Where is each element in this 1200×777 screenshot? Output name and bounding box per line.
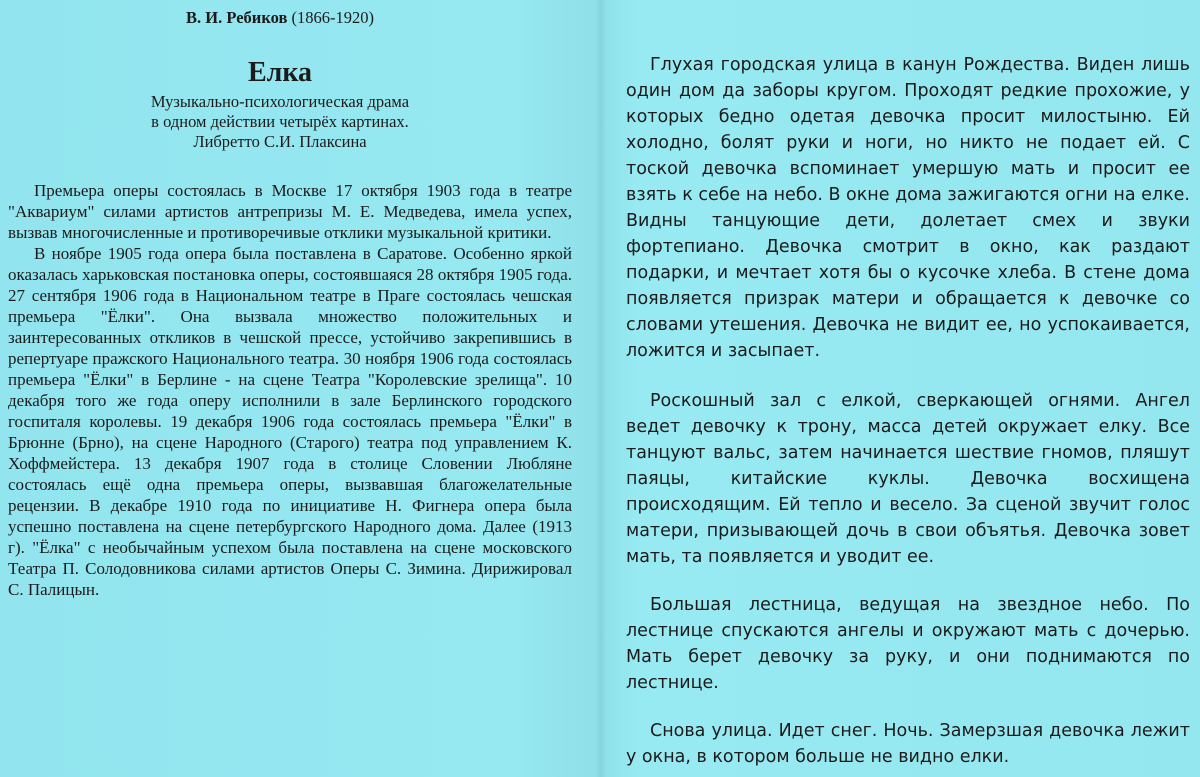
synopsis-scene-1	[626, 52, 1190, 364]
subtitle-line-genre: Музыкально-психологическая драма	[150, 92, 410, 111]
history-paragraph-2: В ноябре 1905 года опера была поставлена в Саратове. Особенно яркой оказалась харьковская постановка оперы, состоявшаяся 28 октября 1905 года. 27 сентября 1906 года в Национальном театре в Праге состоялась чешская премьера "Ёлки". Она вызвала множество положительных и заинтересованных откликов в чешской прессе, устойчиво закрепившись в репертуаре пражского Национального театра. 30 ноября 1906 года состоялась премьера "Ёлки" в Берлине - на сцене Театра "Королевские зрелища". 10 декабря того же года оперу исполнили в зале Берлинского городского госпиталя королевы. 19 декабря 1906 года состоялась премьера "Ёлки" в Брюнне (Брно), на сцене Народного (Старого) театра под управлением К. Хоффмейстера. 13 декабря 1907 года в столице Словении Любляне состоялась ещё одна премьера оперы, вызвавшая благожелательные рецензии. В декабре 1910 года по инициативе Н. Фигнера опера была успешно поставлена на сцене петербургского Народного дома. Далее (1913 г). "Ёлка" с необычайным успехом была поставлена на сцене московского Театра П. Солодовникова силами артистов Оперы С. Зимина. Дирижировал С. Палицын.	[8, 244, 572, 599]
scene-3-text: Большая лестница, ведущая на звездное небо. По лестнице спускаются ангелы и окружают мать с дочерью. Мать берет девочку за руку, и они поднимаются по лестнице.	[626, 595, 1190, 693]
subtitle-line-structure: в одном действии четырёх картинах.	[151, 112, 409, 131]
history-paragraph-1: Премьера оперы состоялась в Москве 17 октября 1903 года в театре "Аквариум" силами артистов антрепризы М. Е. Медведева, имела успех, вызвав многочисленные и противоречивые отклики музыкальной критики.	[8, 181, 572, 242]
composer-name: В. И. Ребиков	[186, 8, 288, 27]
scene-1-text: Глухая городская улица в канун Рождества. Виден лишь один дом да заборы кругом. Проходят редкие прохожие, у которых бедно одетая девочка просит милостыню. Ей холодно, болят руки и ноги, но никто не подает ей. С тоской девочка вспоминает умершую мать и просит ее взять к себе на небо. В окне дома зажигаются огни на елке. Видны танцующие дети, долетает смех и звуки фортепиано. Девочка смотрит в окно, как раздают подарки, и мечтает хотя бы о кусочке хлеба. В стене дома появляется призрак матери и обращается к девочке со словами утешения. Девочка не видит ее, но успокаивается, ложится и засыпает.	[626, 55, 1190, 361]
opera-subtitle	[0, 92, 560, 152]
subtitle-line-libretto: Либретто С.И. Плаксина	[193, 132, 367, 151]
opera-title: Елка	[247, 57, 313, 88]
composer-years: (1866-1920)	[291, 8, 374, 27]
scene-2-text: Роскошный зал с елкой, сверкающей огнями. Ангел ведет девочку к трону, масса детей окружает елку. Все танцуют вальс, затем начинается шествие гномов, пляшут паяцы, китайские куклы. Девочка восхищена происходящим. Ей тепло и весело. За сценой звучит голос матери, призывающей дочь в свои объятья. Девочка зовет мать, та появляется и уводит ее.	[626, 391, 1190, 567]
page-fold	[596, 0, 606, 777]
synopsis-scene-3	[626, 592, 1190, 696]
scene-4-text: Снова улица. Идет снег. Ночь. Замерзшая девочка лежит у окна, в котором больше не видно елки.	[626, 721, 1190, 767]
composer-line	[0, 8, 560, 28]
synopsis-scene-2	[626, 388, 1190, 570]
right-page	[600, 0, 1200, 777]
premiere-history	[8, 180, 572, 600]
synopsis-scene-4	[626, 718, 1190, 770]
